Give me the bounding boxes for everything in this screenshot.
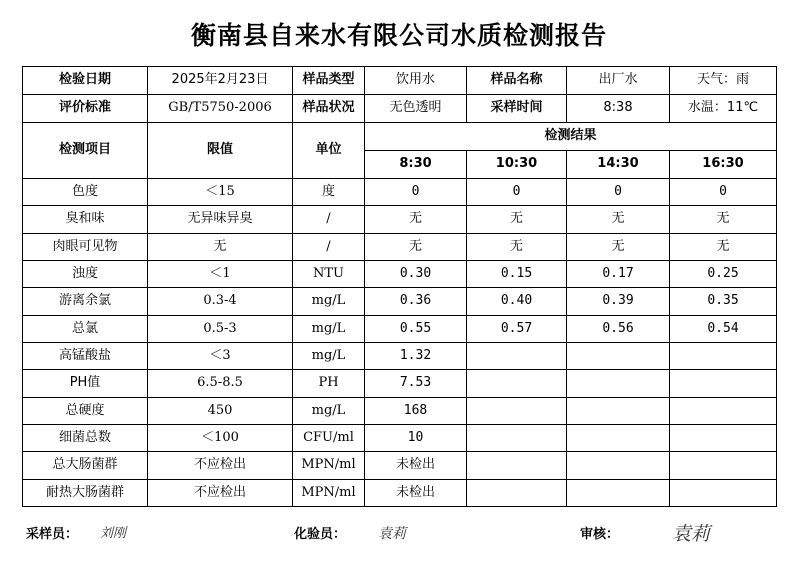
result-value: 无 (670, 206, 777, 233)
limit-value: ＜1 (148, 260, 293, 287)
standard-label: 评价标准 (23, 95, 148, 123)
quality-report-table (22, 66, 777, 507)
result-value: 7.53 (365, 370, 467, 397)
item-name: 耐热大肠菌群 (23, 479, 148, 506)
limit-value: ＜3 (148, 342, 293, 369)
result-value: 0.30 (365, 260, 467, 287)
sampler-signature: 刘刚 (100, 526, 127, 541)
result-value: 0.35 (670, 288, 777, 315)
limit-value: 450 (148, 397, 293, 424)
limit-value: 6.5-8.5 (148, 370, 293, 397)
table-row (23, 424, 777, 451)
result-value (567, 452, 670, 479)
result-value: 0.39 (567, 288, 670, 315)
table-row (23, 179, 777, 206)
sampling-time-value: 8:38 (567, 95, 670, 123)
item-name: 高锰酸盐 (23, 342, 148, 369)
unit-value: / (293, 233, 365, 260)
report-title: 衡南县自来水有限公司水质检测报告 (190, 21, 607, 50)
result-value (567, 397, 670, 424)
result-value: 无 (365, 233, 467, 260)
condition-label: 样品状况 (293, 95, 365, 123)
limit-value: 不应检出 (148, 452, 293, 479)
result-value: 168 (365, 397, 467, 424)
time-header: 14:30 (567, 151, 670, 179)
limit-header: 限值 (148, 123, 293, 179)
result-value (467, 424, 567, 451)
sample-name-value: 出厂水 (567, 67, 670, 95)
item-name: 总硬度 (23, 397, 148, 424)
date-label: 检验日期 (23, 67, 148, 95)
unit-value: mg/L (293, 342, 365, 369)
results-header: 检测结果 (365, 123, 777, 151)
table-row (23, 233, 777, 260)
table-row (23, 260, 777, 287)
result-value (670, 452, 777, 479)
table-row (23, 479, 777, 506)
result-value: 无 (467, 233, 567, 260)
limit-value: 无异味异臭 (148, 206, 293, 233)
tester-label: 化验员： (294, 527, 347, 542)
date-value: 2025年2月23日 (148, 67, 293, 95)
unit-value: mg/L (293, 397, 365, 424)
unit-value: / (293, 206, 365, 233)
item-name: 臭和味 (23, 206, 148, 233)
unit-value: PH (293, 370, 365, 397)
result-value: 0.54 (670, 315, 777, 342)
result-value (670, 342, 777, 369)
table-row (23, 370, 777, 397)
table-row (23, 288, 777, 315)
standard-value: GB/T5750-2006 (148, 95, 293, 123)
limit-value: ＜100 (148, 424, 293, 451)
result-value: 0.57 (467, 315, 567, 342)
sample-name-label: 样品名称 (467, 67, 567, 95)
info-row-1 (23, 67, 777, 95)
item-name: 总氯 (23, 315, 148, 342)
time-header: 8:30 (365, 151, 467, 179)
result-value: 0 (365, 179, 467, 206)
result-value: 10 (365, 424, 467, 451)
result-value: 0.36 (365, 288, 467, 315)
result-value (670, 424, 777, 451)
header-row-1 (23, 123, 777, 151)
item-name: 浊度 (23, 260, 148, 287)
unit-value: 度 (293, 179, 365, 206)
result-value (567, 424, 670, 451)
sample-type-value: 饮用水 (365, 67, 467, 95)
result-value (467, 452, 567, 479)
result-value: 0.40 (467, 288, 567, 315)
sampling-time-label: 采样时间 (467, 95, 567, 123)
reviewer-signature: 袁莉 (672, 523, 711, 545)
result-value (467, 370, 567, 397)
result-value (567, 479, 670, 506)
table-row (23, 206, 777, 233)
unit-value: mg/L (293, 288, 365, 315)
result-value (670, 397, 777, 424)
result-value (670, 370, 777, 397)
table-row (23, 315, 777, 342)
result-value (567, 342, 670, 369)
result-value: 0 (567, 179, 670, 206)
info-row-2 (23, 95, 777, 123)
result-value: 无 (567, 206, 670, 233)
result-value: 0 (467, 179, 567, 206)
water-temp-value: 水温：11℃ (670, 95, 777, 123)
table-row (23, 397, 777, 424)
result-value: 无 (467, 206, 567, 233)
result-value: 1.32 (365, 342, 467, 369)
item-name: 细菌总数 (23, 424, 148, 451)
table-row (23, 342, 777, 369)
result-value (467, 342, 567, 369)
item-name: 游离余氯 (23, 288, 148, 315)
unit-value: mg/L (293, 315, 365, 342)
result-value: 无 (365, 206, 467, 233)
result-value (467, 479, 567, 506)
result-value: 0.15 (467, 260, 567, 287)
item-header: 检测项目 (23, 123, 148, 179)
time-header: 16:30 (670, 151, 777, 179)
result-value: 0.55 (365, 315, 467, 342)
reviewer-label: 审核： (580, 527, 620, 542)
result-value: 未检出 (365, 452, 467, 479)
result-value: 0.25 (670, 260, 777, 287)
item-name: PH值 (23, 370, 148, 397)
result-value: 无 (670, 233, 777, 260)
result-value (567, 370, 670, 397)
result-value: 0.17 (567, 260, 670, 287)
result-value: 无 (567, 233, 670, 260)
result-value (467, 397, 567, 424)
unit-value: CFU/ml (293, 424, 365, 451)
tester-signature: 袁莉 (378, 526, 406, 542)
limit-value: ＜15 (148, 179, 293, 206)
item-name: 肉眼可见物 (23, 233, 148, 260)
limit-value: 0.5-3 (148, 315, 293, 342)
item-name: 色度 (23, 179, 148, 206)
unit-value: MPN/ml (293, 452, 365, 479)
condition-value: 无色透明 (365, 95, 467, 123)
limit-value: 无 (148, 233, 293, 260)
unit-value: MPN/ml (293, 479, 365, 506)
result-value: 0 (670, 179, 777, 206)
limit-value: 不应检出 (148, 479, 293, 506)
limit-value: 0.3-4 (148, 288, 293, 315)
sample-type-label: 样品类型 (293, 67, 365, 95)
unit-header: 单位 (293, 123, 365, 179)
result-value (670, 479, 777, 506)
weather-value: 天气：雨 (670, 67, 777, 95)
unit-value: NTU (293, 260, 365, 287)
result-value: 未检出 (365, 479, 467, 506)
result-value: 0.56 (567, 315, 670, 342)
table-row (23, 452, 777, 479)
time-header: 10:30 (467, 151, 567, 179)
item-name: 总大肠菌群 (23, 452, 148, 479)
sampler-label: 采样员： (26, 527, 79, 542)
